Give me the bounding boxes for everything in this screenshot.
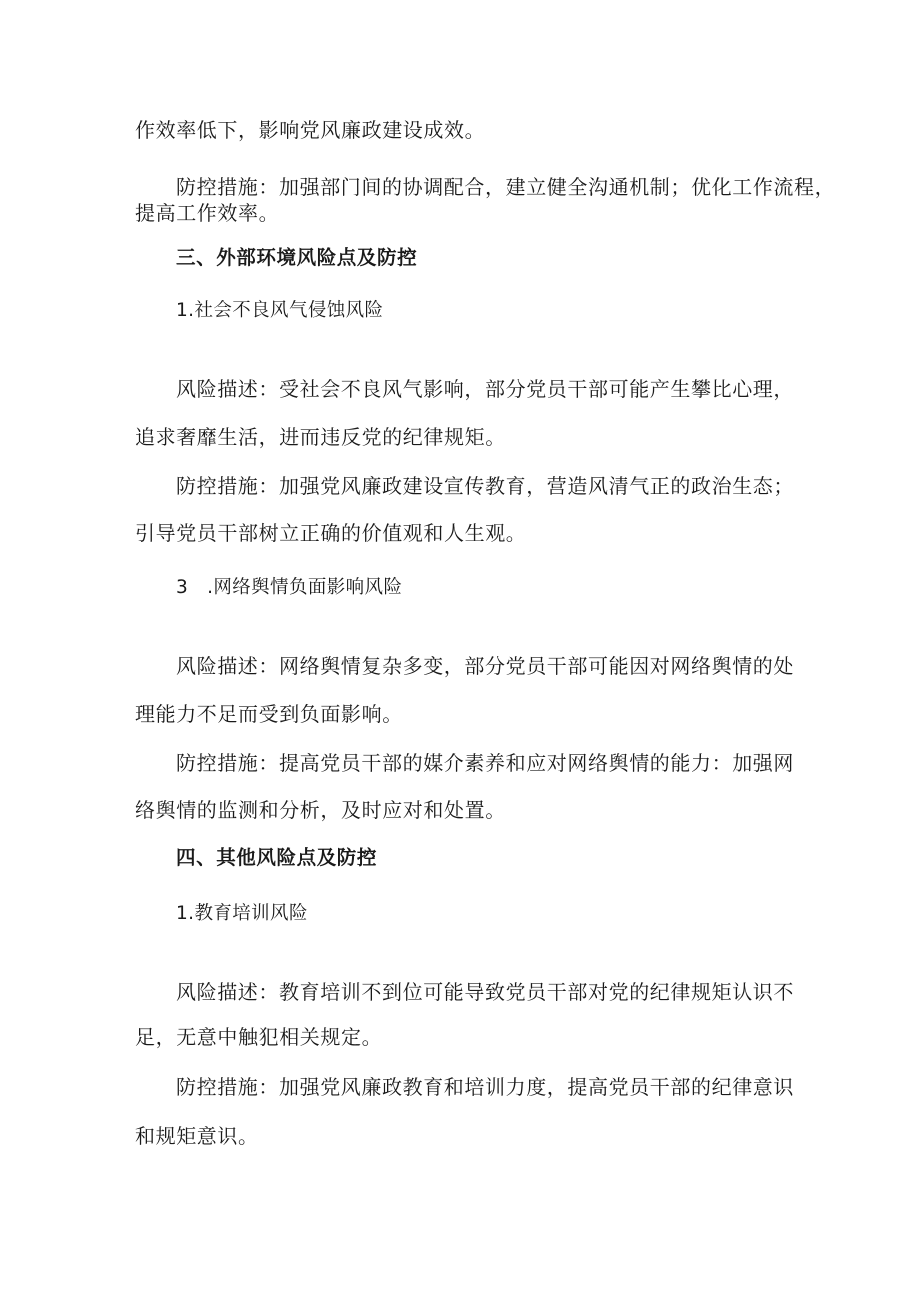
measures-paragraph-line: 提高工作效率。 [135,201,280,225]
measures-paragraph-line: 防控措施：加强党风廉政建设宣传教育，营造风清气正的政治生态； [176,474,794,498]
description-paragraph-line: 风险描述：教育培训不到位可能导致党员干部对党的纪律规矩认识不 [176,980,794,1004]
section-heading-external-environment: 三、外部环境风险点及防控 [176,246,418,269]
description-paragraph-line: 风险描述：受社会不良风气影响，部分党员干部可能产生攀比心理， [176,377,794,401]
item-title: 1.教育培训风险 [176,903,308,924]
description-paragraph-line: 足，无意中触犯相关规定。 [135,1025,383,1049]
description-paragraph-line: 风险描述：网络舆情复杂多变，部分党员干部可能因对网络舆情的处 [176,654,794,678]
measures-paragraph-line: 络舆情的监测和分析，及时应对和处置。 [135,798,506,822]
measures-paragraph-line: 防控措施：提高党员干部的媒介素养和应对网络舆情的能力：加强网 [176,751,794,775]
continuation-paragraph: 作效率低下，影响党风廉政建设成效。 [135,118,486,142]
description-paragraph-line: 理能力不足而受到负面影响。 [135,702,403,726]
description-paragraph-line: 追求奢靡生活，进而违反党的纪律规矩。 [135,425,506,449]
section-heading-other-risks: 四、其他风险点及防控 [176,846,378,869]
measures-paragraph-line: 防控措施：加强党风廉政教育和培训力度，提高党员干部的纪律意识 [176,1075,794,1099]
measures-paragraph-line: 和规矩意识。 [135,1124,259,1148]
measures-paragraph-line: 引导党员干部树立正确的价值观和人生观。 [135,521,527,545]
item-title: 3 .网络舆情负面影响风险 [176,577,403,598]
item-title: 1.社会不良风气侵蚀风险 [176,300,384,321]
measures-paragraph-line: 防控措施：加强部门间的协调配合，建立健全沟通机制；优化工作流程， [176,175,836,199]
